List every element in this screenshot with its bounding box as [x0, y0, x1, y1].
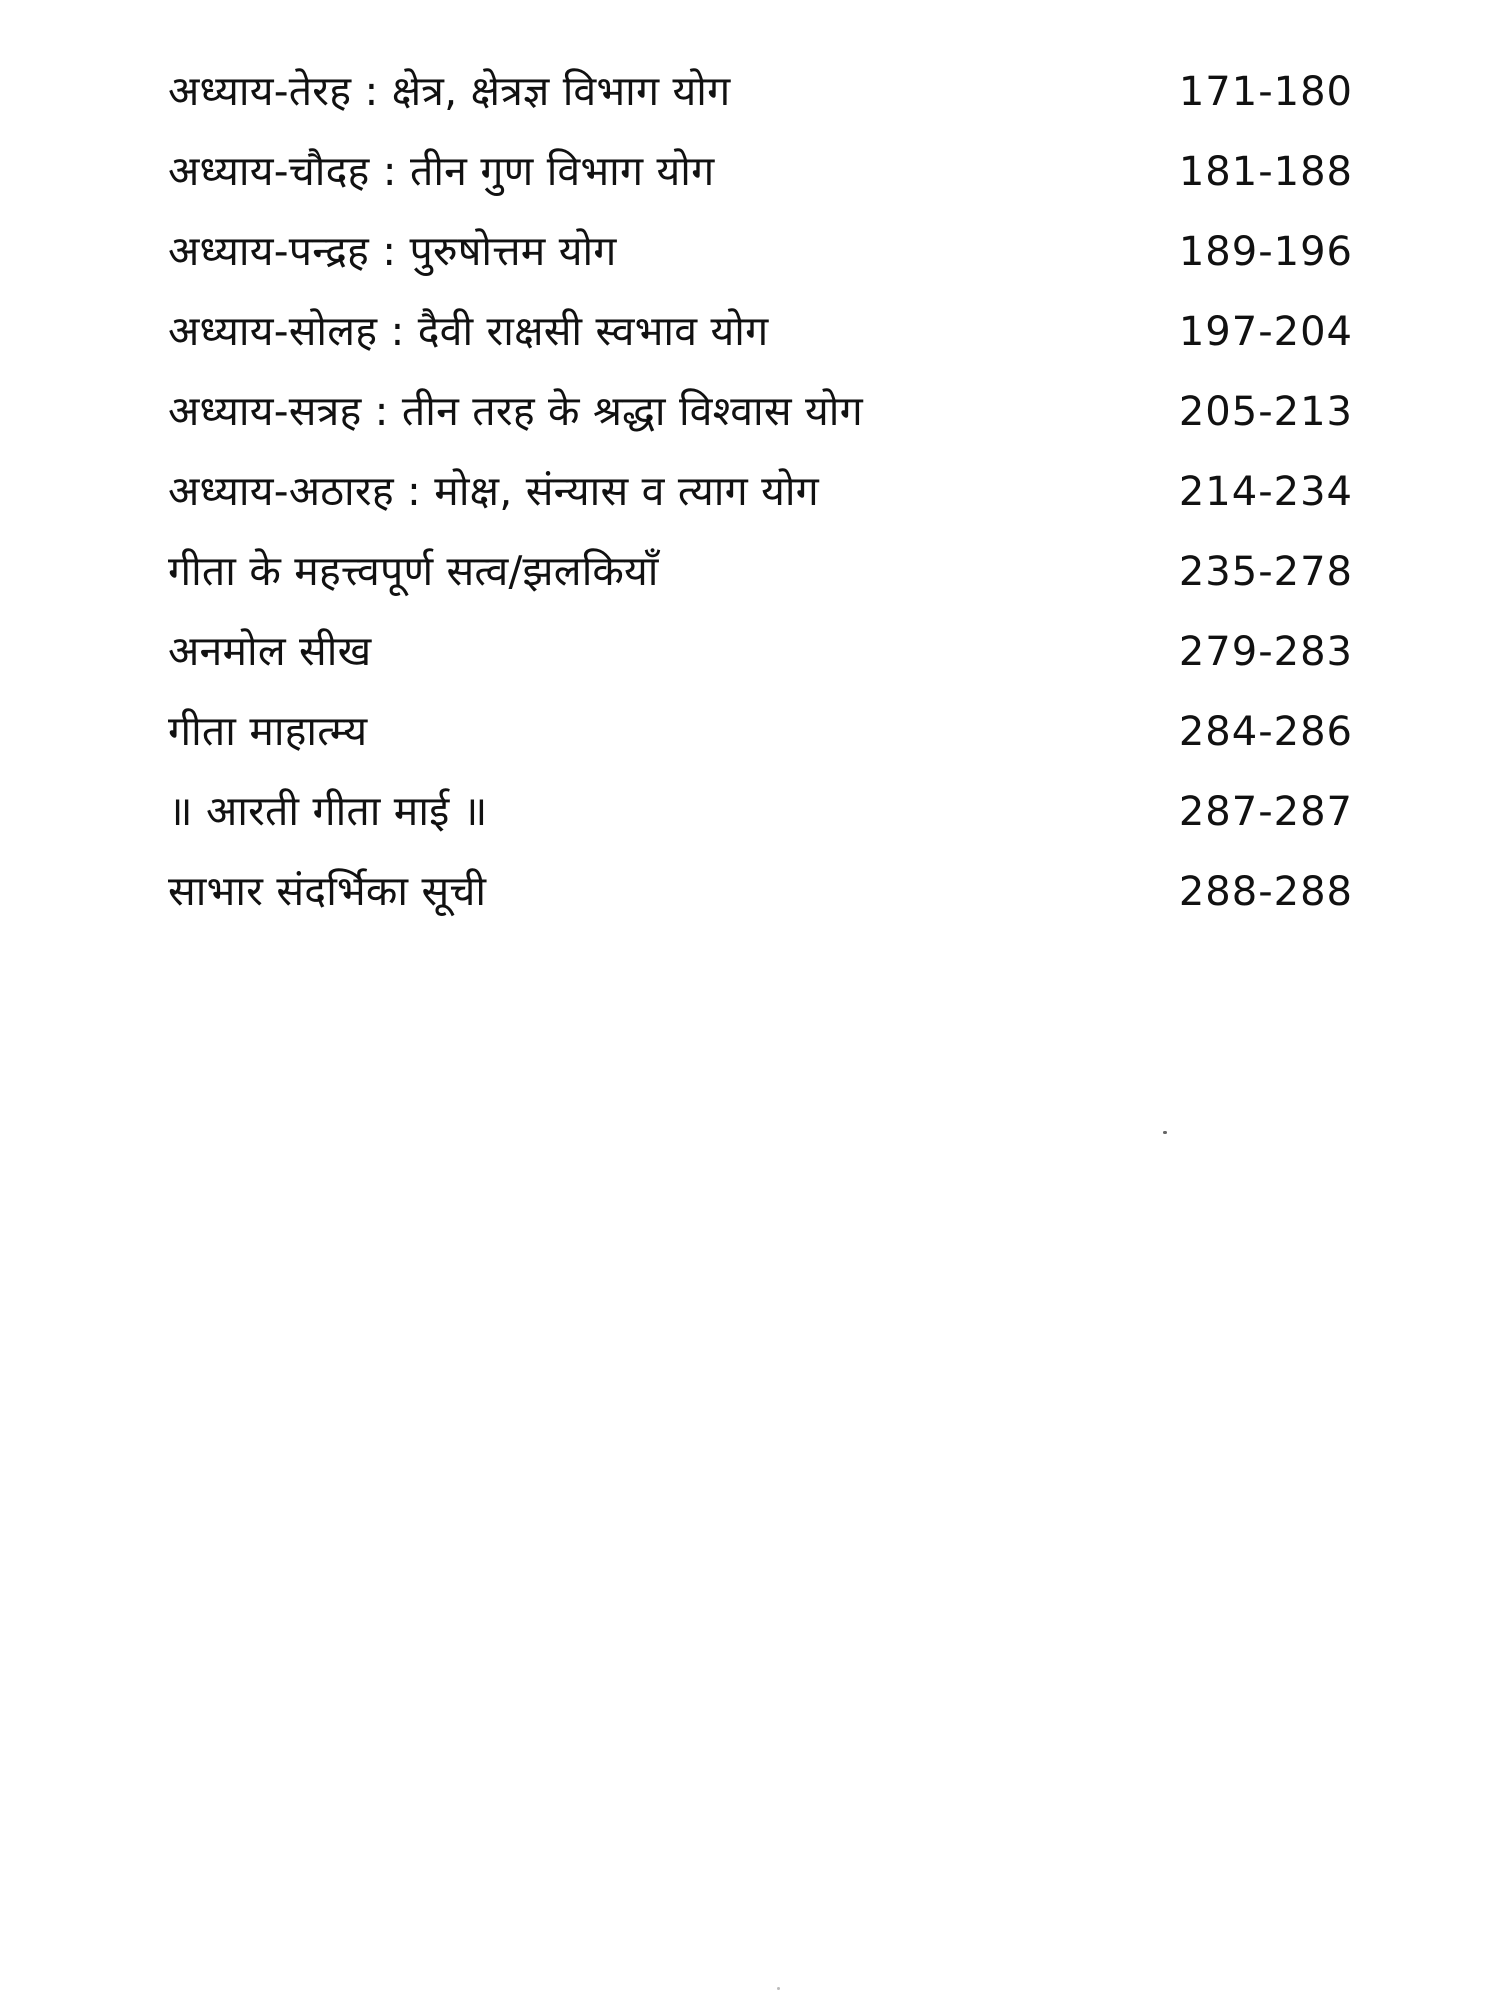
toc-entry: [168, 462, 1353, 542]
toc-entry-pages: 287-287: [1178, 789, 1353, 835]
toc-entry-title: अध्याय-पन्द्रह : पुरुषोत्तम योग: [168, 227, 617, 275]
toc-entry-pages: 205-213: [1178, 389, 1353, 435]
toc-entry: [168, 782, 1353, 862]
toc-entry: [168, 142, 1353, 222]
toc-entry: [168, 542, 1353, 622]
toc-entry: [168, 382, 1353, 462]
toc-entry-title: अध्याय-अठारह : मोक्ष, संन्यास व त्याग योग: [168, 467, 819, 515]
toc-entry: [168, 222, 1353, 302]
toc-entry-pages: 171-180: [1178, 69, 1353, 115]
toc-entry: [168, 622, 1353, 702]
toc-entry-pages: 288-288: [1178, 869, 1353, 915]
toc-entry-title: गीता के महत्त्वपूर्ण सत्व/झलकियाँ: [168, 547, 659, 595]
scan-speck: [1163, 1131, 1167, 1134]
toc-entry-title: अध्याय-चौदह : तीन गुण विभाग योग: [168, 147, 715, 195]
toc-entry-title: साभार संदर्भिका सूची: [168, 867, 487, 915]
toc-entry-title: अध्याय-सोलह : दैवी राक्षसी स्वभाव योग: [168, 307, 769, 355]
scan-speck: [777, 1987, 780, 1990]
toc-entry-title: अनमोल सीख: [168, 627, 372, 675]
toc-entry-pages: 214-234: [1178, 469, 1353, 515]
toc-entry-title: अध्याय-सत्रह : तीन तरह के श्रद्धा विश्वास योग: [168, 387, 863, 435]
toc-entry-pages: 189-196: [1178, 229, 1353, 275]
toc-entry: [168, 302, 1353, 382]
toc-entry-title: अध्याय-तेरह : क्षेत्र, क्षेत्रज्ञ विभाग योग: [168, 67, 731, 115]
toc-entry-pages: 235-278: [1178, 549, 1353, 595]
toc-entry: [168, 62, 1353, 142]
toc-entry-pages: 197-204: [1178, 309, 1353, 355]
toc-entry-title: गीता माहात्म्य: [168, 707, 368, 755]
table-of-contents: [168, 62, 1353, 942]
toc-entry: [168, 862, 1353, 942]
toc-entry-pages: 279-283: [1178, 629, 1353, 675]
toc-entry-pages: 284-286: [1178, 709, 1353, 755]
toc-entry-pages: 181-188: [1178, 149, 1353, 195]
toc-entry: [168, 702, 1353, 782]
toc-entry-title: ॥ आरती गीता माई ॥: [168, 787, 488, 835]
